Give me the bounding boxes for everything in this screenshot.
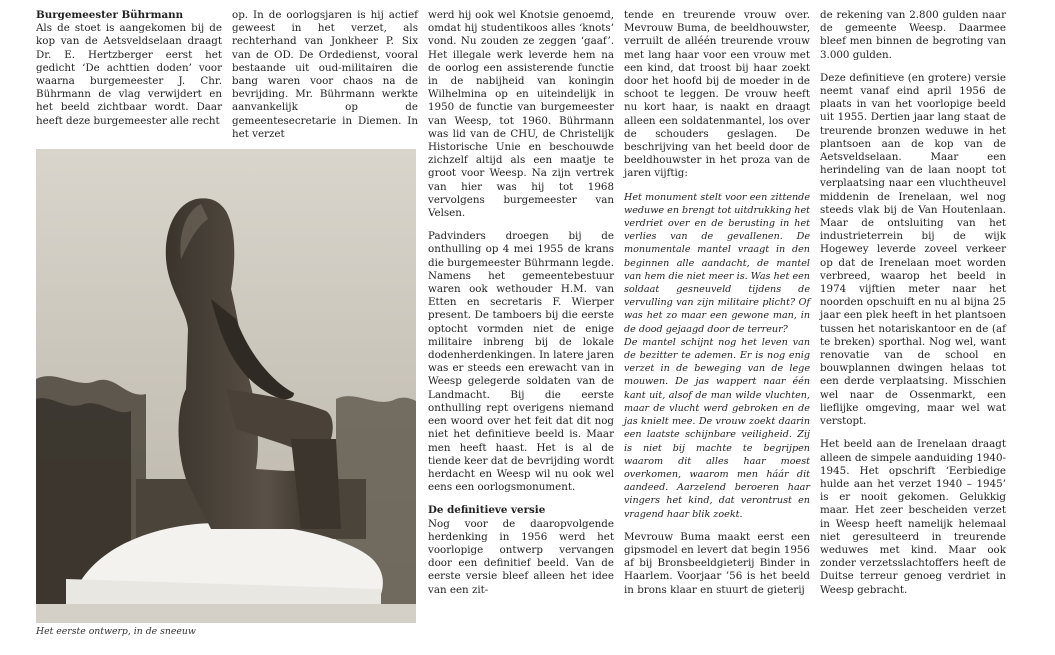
paragraph: tende en treurende vrouw over. Mevrouw Buma, de beeldhouwster, verruilt de alléén treurende vrouw met lang haar voor een vrouw met een kind, dat troost bij haar zoekt door het hoofd bij de moeder in de schoot te leggen. De vrouw heeft nu kort haar, is naakt en draagt alleen een soldatenmantel, los over de schouders geslagen. De beschrijving van het beeld door de beeldhouwster in het proza van de jaren vijftig: — [624, 9, 810, 180]
column-5 — [820, 9, 1006, 597]
photo-caption: Het eerste ontwerp, in de sneeuw — [36, 626, 196, 637]
column-3 — [428, 9, 614, 597]
paragraph: Padvinders droegen bij de onthulling op 4 mei 1955 de krans die burgemeester Bührmann legde. Namens het gemeentebestuur waren ook wethouder H.M. van Etten en secretaris F. Wierper present. De tamboers bij die eerste optocht vormden niet de enige militaire inbreng bij de lokale dodenherdenkingen. In latere jaren was er steeds een erewacht van in Weesp gelegerde soldaten van de Landmacht. Bij die eerste onthulling rept overigens niemand een woord over het feit dat dit nog niet het definitieve beeld is. Maar men heeft haast. Het is al de tiende keer dat de bevrijding wordt herdacht en Weesp wil nu ook wel eens een oorlogsmonument. — [428, 230, 615, 494]
statue-photo — [36, 149, 416, 623]
paragraph: Als de stoet is aangekomen bij de kop van de Aetsveldselaan draagt Dr. E. Hertzberger eerst het gedicht ‘De achttien doden’ voor waarna burgemeester J. Chr. Bührmann de vlag verwijdert en het beeld zichtbaar wordt. Daar heeft deze burgemeester alle recht — [36, 22, 222, 127]
paragraph: op. In de oorlogsjaren is hij actief geweest in het verzet, als rechterhand van Jonkheer P. Six van de OD. De Ordedienst, vooral bestaande uit oud-militairen die bang waren voor chaos na de bevrijding. Mr. Bührmann werkte aanvankelijk op de gemeentesecretarie in Diemen. In het verzet — [232, 9, 418, 140]
paragraph: werd hij ook wel Knotsie genoemd, omdat hij studentikoos alles ‘knots’ vond. Nu zouden ze zeggen ‘gaaf’. Het illegale werk leverde hem na de oorlog een assisterende functie in de nabijheid van koningin Wilhelmina op en uiteindelijk in 1950 de functie van burgemeester van Weesp, tot 1960. Bührmann was lid van de CHU, de Christelijk Historische Unie en beschouwde zichzelf altijd als een maatje te groot voor Weesp. Na zijn vertrek van hier was hij tot 1968 vervolgens burgemeester van Velsen. — [428, 9, 614, 220]
section-heading-buhrmann: Burgemeester Bührmann — [36, 9, 184, 21]
paragraph: Het beeld aan de Irenelaan draagt alleen de simpele aanduiding 1940-1945. Het opschrift ‘Eerbiedige hulde aan het verzet 1940 – 1945’ is er nooit gekomen. Gelukkig maar. Het zeer bescheiden verzet in Weesp heeft namelijk helemaal niet geresulteerd in treurende weduwes met kind. Maar ook zonder verzetsslachtoffers heeft de Duitse terreur genoeg verdriet in Weesp gebracht. — [820, 438, 1006, 596]
column-2 — [232, 9, 418, 141]
paragraph: Nog voor de daaropvolgende herdenking in 1956 werd het voorlopige ontwerp vervangen door een definitief beeld. Van de eerste versie bleef alleen het idee van een zit- — [428, 517, 614, 596]
quote-paragraph: Het monument stelt voor een zittende weduwe en brengt tot uitdrukking het verdriet over en de berusting in het verlies van de gevallenen. De monumentale mantel vraagt in den beginnen alle aandacht, de mantel van hem die niet meer is. Was het een soldaat gesneuveld tijdens de vervulling van zijn militaire plicht? Of was het zo maar een gewone man, in de dood gejaagd door de terreur? — [624, 191, 811, 335]
paragraph: Deze definitieve (en grotere) versie neemt vanaf eind april 1956 de plaats in van het voorlopige beeld uit 1955. Dertien jaar lang staat de treurende bronzen weduwe in het plantsoen aan de kop van de Aetsveldselaan. Maar een herindeling van de laan noopt tot verplaatsing naar een vluchtheuvel middenin de Irenelaan, wel nog steeds vlak bij de Van Houtenlaan. Maar de ontsluiting van het industrieterrein bij de wijk Hogewey leverde zoveel verkeer op dat de Irenelaan moet worden verbreed, waarop het beeld in 1974 vijftien meter naar het noorden opschuift en nu al bijna 25 jaar een plek heeft in het plantsoen tussen het notariskantoor en de (af te breken) sporthal. Nog wel, want renovatie van de school en bouwplannen dwingen helaas tot een derde verplaatsing. Misschien wel naar de Ossenmarkt, een lieflijke omgeving, maar wel wat verstopt. — [820, 71, 1006, 428]
section-heading-definitieve-versie: De definitieve versie — [428, 504, 546, 517]
column-4 — [624, 9, 810, 597]
paragraph: de rekening van 2.800 gulden naar de gemeente Weesp. Daarmee bleef men binnen de begroting van 3.000 gulden. — [820, 9, 1006, 61]
paragraph: Mevrouw Buma maakt eerst een gipsmodel en levert dat begin 1956 af bij Bronsbeeldgieterij Binder in Haarlem. Voorjaar ’56 is het beeld in brons klaar en stuurt de gieterij — [624, 530, 810, 596]
statue-in-snow-image — [36, 149, 416, 623]
quote-paragraph: De mantel schijnt nog het leven van de bezitter te ademen. Er is nog enig verzet in de beweging van de lege mouwen. De jas wappert naar één kant uit, alsof de man wilde vluchten, maar de vlucht werd gebroken en de jas knielt mee. De vrouw zoekt daarin een laatste schijnbare veiligheid. Zij is niet bij machte te begrijpen waarom dit alles haar moest overkomen, waarom men háár dit aandeed. Aarzelend beroeren haar vingers het kind, dat verontrust en vragend haar blik zoekt. — [624, 336, 810, 520]
column-1 — [36, 9, 222, 128]
